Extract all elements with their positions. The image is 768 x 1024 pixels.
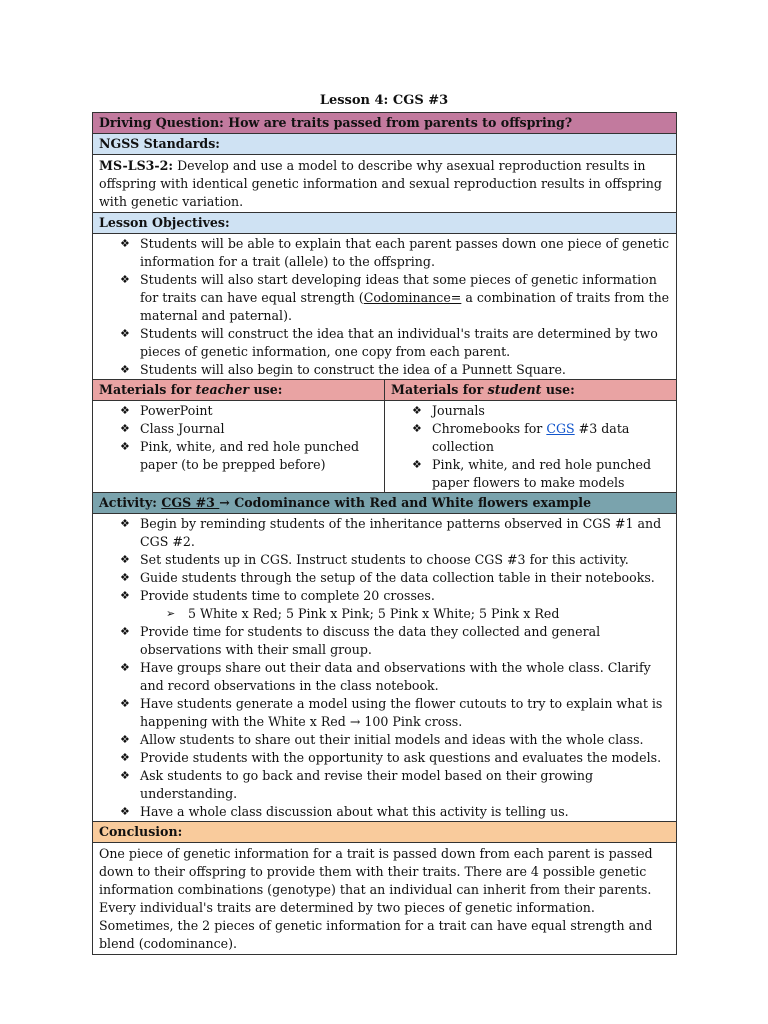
- diamond-bullet-icon: ❖: [120, 733, 130, 746]
- list-item: ❖ Have a whole class discussion about what this activity is telling us.: [120, 804, 569, 819]
- list-item: ❖ Journals: [412, 403, 485, 418]
- diamond-bullet-icon: ❖: [120, 517, 130, 530]
- conclusion-header: Conclusion:: [93, 822, 676, 843]
- list-item: ❖ Class Journal: [120, 421, 225, 436]
- list-item: ❖ Students will be able to explain that each parent passes down one piece of genetic information for a trait (allele) to the offspring.: [120, 236, 670, 269]
- student-materials-header: Materials for student use:: [391, 382, 575, 397]
- diamond-bullet-icon: ❖: [120, 661, 130, 674]
- list-item: ❖ Ask students to go back and revise their model based on their growing understanding.: [120, 768, 594, 801]
- diamond-bullet-icon: ❖: [120, 625, 130, 638]
- diamond-bullet-icon: ❖: [120, 751, 130, 764]
- activity-list: [93, 514, 676, 821]
- student-materials-cell: [385, 401, 676, 492]
- list-item: ❖ Students will construct the idea that an individual's traits are determined by two pieces of genetic information, one copy from each parent.: [120, 326, 658, 359]
- lesson-table: [92, 112, 677, 955]
- list-item: ❖ Have students generate a model using the flower cutouts to try to explain what is happening with the White x Red → 100 Pink cross.: [120, 696, 663, 729]
- list-item: ➢ 5 White x Red; 5 Pink x Pink; 5 Pink x White; 5 Pink x Red: [166, 606, 560, 621]
- list-item: ❖ Provide students with the opportunity to ask questions and evaluates the models.: [120, 750, 662, 765]
- activity-cell: [93, 514, 676, 822]
- teacher-materials-cell: [93, 401, 385, 492]
- objectives-list: [93, 234, 676, 379]
- standard-code: MS-LS3-2:: [99, 158, 174, 173]
- list-item: ❖ Students will also begin to construct the idea of a Punnett Square.: [120, 362, 566, 377]
- driving-question-header: Driving Question: How are traits passed from parents to offspring?: [93, 113, 676, 134]
- student-materials-list: [385, 401, 676, 492]
- list-item: ❖ Chromebooks for CGS #3 data collection: [412, 421, 630, 454]
- cgs-link[interactable]: CGS: [546, 421, 575, 436]
- diamond-bullet-icon: ❖: [412, 458, 422, 471]
- standard-description: Develop and use a model to describe why asexual reproduction results in offspring with identical genetic information and sexual reproduction results in offspring with genetic variation.: [99, 158, 662, 209]
- list-item: ❖ Begin by reminding students of the inheritance patterns observed in CGS #1 and CGS #2.: [120, 516, 662, 549]
- diamond-bullet-icon: ❖: [120, 589, 130, 602]
- conclusion-text: One piece of genetic information for a trait is passed down from each parent is passed down to their offspring to provide them with their traits. There are 4 possible genetic information combinations (genotype) that an individual can inherit from their parents. Every individual's traits are determined by two pieces of genetic information. Sometimes, the 2 pieces of genetic information for a trait can have equal strength and blend (codominance).: [99, 846, 653, 951]
- activity-cgs-link: CGS #3: [161, 495, 220, 510]
- list-item: ❖ PowerPoint: [120, 403, 213, 418]
- page-title: Lesson 4: CGS #3: [319, 93, 449, 108]
- list-item: ❖ Provide students time to complete 20 crosses.: [120, 588, 435, 603]
- objectives-header: Lesson Objectives:: [93, 213, 676, 234]
- list-item: ❖ Provide time for students to discuss the data they collected and general observations with their small group.: [120, 624, 601, 657]
- diamond-bullet-icon: ❖: [120, 769, 130, 782]
- diamond-bullet-icon: ❖: [120, 571, 130, 584]
- materials-row: [93, 401, 676, 493]
- teacher-materials-header: Materials for teacher use:: [93, 380, 385, 400]
- diamond-bullet-icon: ❖: [120, 805, 130, 818]
- diamond-bullet-icon: ❖: [120, 363, 130, 376]
- diamond-bullet-icon: ❖: [120, 237, 130, 250]
- standard-text: [93, 155, 676, 213]
- list-item: ❖ Students will also start developing ideas that some pieces of genetic information for traits can have equal strength (Codominance= a combination of traits from the maternal and paternal).: [120, 272, 670, 323]
- teacher-materials-list: [93, 401, 384, 474]
- ngss-header: NGSS Standards:: [93, 134, 676, 155]
- list-item: ❖ Pink, white, and red hole punched paper (to be prepped before): [120, 439, 360, 472]
- materials-header-row: [93, 380, 676, 401]
- objectives-cell: [93, 234, 676, 380]
- diamond-bullet-icon: ❖: [120, 697, 130, 710]
- diamond-bullet-icon: ❖: [412, 404, 422, 417]
- diamond-bullet-icon: ❖: [120, 422, 130, 435]
- activity-header: Activity: CGS #3 → Codominance with Red and White flowers example: [93, 493, 676, 514]
- list-item: ❖ Pink, white, and red hole punched paper flowers to make models: [412, 457, 652, 490]
- diamond-bullet-icon: ❖: [412, 422, 422, 435]
- list-item: ❖ Have groups share out their data and observations with the whole class. Clarify and record observations in the class notebook.: [120, 660, 651, 693]
- diamond-bullet-icon: ❖: [120, 273, 130, 286]
- list-item: ❖ Set students up in CGS. Instruct students to choose CGS #3 for this activity.: [120, 552, 629, 567]
- diamond-bullet-icon: ❖: [120, 440, 130, 453]
- diamond-bullet-icon: ❖: [120, 404, 130, 417]
- codominance-term: Codominance=: [363, 290, 462, 305]
- diamond-bullet-icon: ❖: [120, 327, 130, 340]
- list-item: ❖ Allow students to share out their initial models and ideas with the whole class.: [120, 732, 644, 747]
- diamond-bullet-icon: ❖: [120, 553, 130, 566]
- list-item: ❖ Guide students through the setup of the data collection table in their notebooks.: [120, 570, 655, 585]
- arrow-bullet-icon: ➢: [166, 607, 176, 620]
